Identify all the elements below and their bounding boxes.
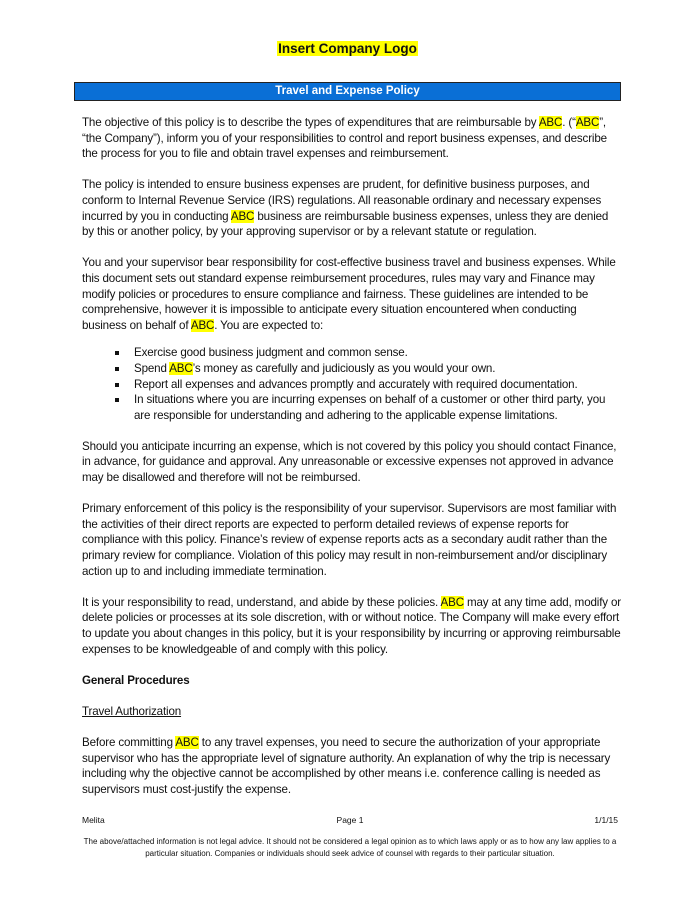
paragraph-anticipate: Should you anticipate incurring an expense, which is not covered by this policy you should contact Finance, in advance, for guidance and approval. Any unreasonable or excessive expenses not approved in advance may be disallowed and therefore will not be reimbursed.	[82, 439, 617, 485]
document-body	[82, 115, 622, 813]
list-item: Exercise good business judgment and common sense.	[115, 345, 622, 361]
company-name-highlight: ABC	[575, 116, 600, 129]
section-heading-general-procedures: General Procedures	[82, 673, 190, 687]
footer-date: 1/1/15	[594, 815, 619, 825]
legal-disclaimer: The above/attached information is not legal advice. It should not be considered a legal opinion as to which laws apply or as to how any law applies to a particular situation. Companies or individuals should seek advice of counsel with regards to their particular situation.	[83, 837, 617, 858]
paragraph-enforcement: Primary enforcement of this policy is the responsibility of your supervisor. Supervisors are most familiar with the activities of their direct reports are expected to perform detailed reviews of expense reports for compliance with this policy. Finance’s review of expense reports acts as a secondary audit rather than the primary review for compliance. Violation of this policy may result in non-reimbursement and/or disciplinary action up to and including immediate termination.	[82, 502, 617, 578]
expectations-list	[82, 345, 622, 423]
company-name-highlight: ABC	[230, 209, 255, 223]
list-item: In situations where you are incurring expenses on behalf of a customer or other third party, you are responsible for understanding and adhering to the applicable expense limitations.	[115, 392, 622, 423]
footer-page-number: Page 1	[336, 815, 364, 825]
paragraph-travel-authorization: Before committing ABC to any travel expenses, you need to secure the authorization of your appropriate supervisor who has the appropriate level of signature authority. An explanation of why the trip is necessary including why the objective cannot be accomplished by other means i.e. conference calling is needed as supervisors must cost-justify the expense.	[82, 736, 611, 796]
list-item: Spend ABC’s money as carefully and judiciously as you would your own.	[115, 361, 622, 377]
paragraph-objective: The objective of this policy is to describe the types of expenditures that are reimbursable by ABC. (“ABC”, “the Company”), inform you of your responsibilities to control and report business expenses, and describe the process for you to file and obtain travel expenses and reimbursement.	[82, 116, 607, 161]
logo-area	[0, 40, 695, 58]
company-name-highlight: ABC	[190, 318, 215, 332]
document-title-bar: Travel and Expense Policy	[74, 82, 621, 101]
footer-author: Melita	[82, 815, 105, 825]
page-footer	[82, 815, 618, 825]
paragraph-abide: It is your responsibility to read, understand, and abide by these policies. ABC may at any time add, modify or delete policies or processes at its sole discretion, with or without notice. The Company will make every effort to update you about changes in this policy, but it is your responsibility by incurring or approving reimbursable expenses to be knowledgeable of and comply with this policy.	[82, 595, 622, 656]
list-item: Report all expenses and advances promptly and accurately with required documentation.	[115, 377, 622, 393]
company-name-highlight: ABC	[440, 595, 464, 609]
company-name-highlight: ABC	[175, 736, 199, 750]
paragraph-intent: The policy is intended to ensure business expenses are prudent, for definitive business purposes, and conform to Internal Revenue Service (IRS) regulations. All reasonable ordinary and necessary expenses incurred by you in conducting ABC business are reimbursable business expenses, unless they are denied by this or another policy, by your approving supervisor or by a relevant statute or regulation.	[82, 178, 609, 239]
paragraph-responsibility: You and your supervisor bear responsibility for cost-effective business travel and business expenses. While this document sets out standard expense reimbursement procedures, rules may vary and Finance may modify policies or procedures to ensure compliance and fairness. These guidelines are intended to be comprehensive, however it is impossible to anticipate every situation encountered when conducting business on behalf of ABC. You are expected to:	[82, 256, 616, 332]
company-name-highlight: ABC	[169, 361, 193, 375]
subsection-heading-travel-authorization: Travel Authorization	[82, 704, 182, 718]
logo-placeholder: Insert Company Logo	[278, 41, 417, 56]
company-name-highlight: ABC	[538, 116, 563, 129]
